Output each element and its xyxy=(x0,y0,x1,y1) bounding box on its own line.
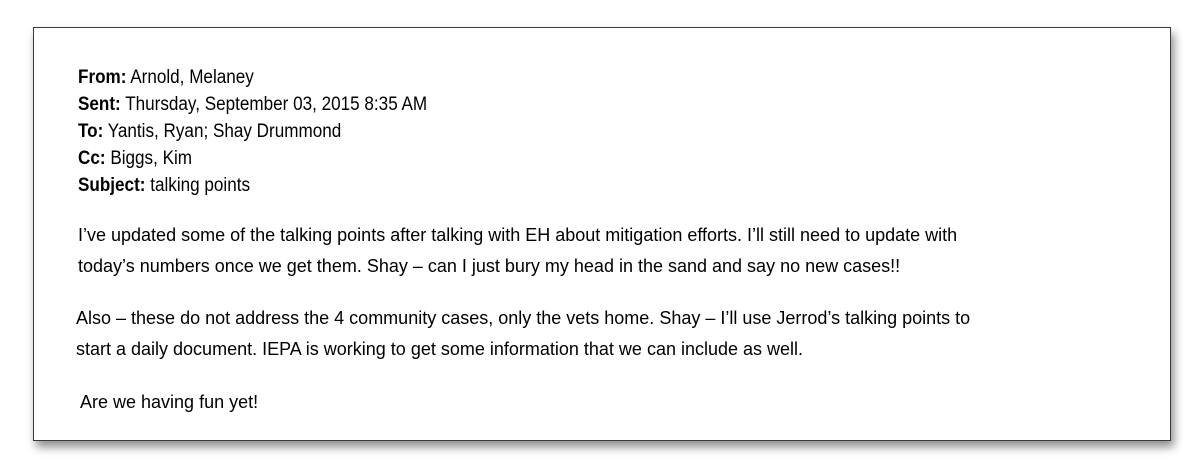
paragraph-line: start a daily document. IEPA is working to get some information that we can include as well. xyxy=(76,339,804,359)
email-header xyxy=(78,64,427,199)
from-line xyxy=(78,64,427,91)
from-label: From: xyxy=(78,67,127,88)
sent-label: Sent: xyxy=(78,94,121,115)
paragraph-line: I’ve updated some of the talking points after talking with EH about mitigation efforts. I’ll still need to update with xyxy=(78,225,958,245)
to-label: To: xyxy=(78,121,104,142)
paragraph-line: Also – these do not address the 4 community cases, only the vets home. Shay – I’ll use Jerrod’s talking points to xyxy=(76,308,971,328)
cc-value: Biggs, Kim xyxy=(110,148,193,169)
subject-line xyxy=(78,172,427,199)
cc-line xyxy=(78,145,427,172)
paragraph-line: Are we having fun yet! xyxy=(80,392,259,412)
sent-line xyxy=(78,91,427,118)
body-paragraph-3 xyxy=(80,387,258,418)
to-line xyxy=(78,118,427,145)
cc-label: Cc: xyxy=(78,148,106,169)
subject-value: talking points xyxy=(150,175,251,196)
from-value: Arnold, Melaney xyxy=(130,67,254,88)
body-paragraph-2 xyxy=(76,303,970,365)
body-paragraph-1 xyxy=(78,220,957,282)
subject-label: Subject: xyxy=(78,175,146,196)
email-document xyxy=(33,27,1171,441)
sent-value: Thursday, September 03, 2015 8:35 AM xyxy=(125,94,428,115)
to-value: Yantis, Ryan; Shay Drummond xyxy=(107,121,342,142)
paragraph-line: today’s numbers once we get them. Shay – can I just bury my head in the sand and say no new cases!! xyxy=(78,256,901,276)
